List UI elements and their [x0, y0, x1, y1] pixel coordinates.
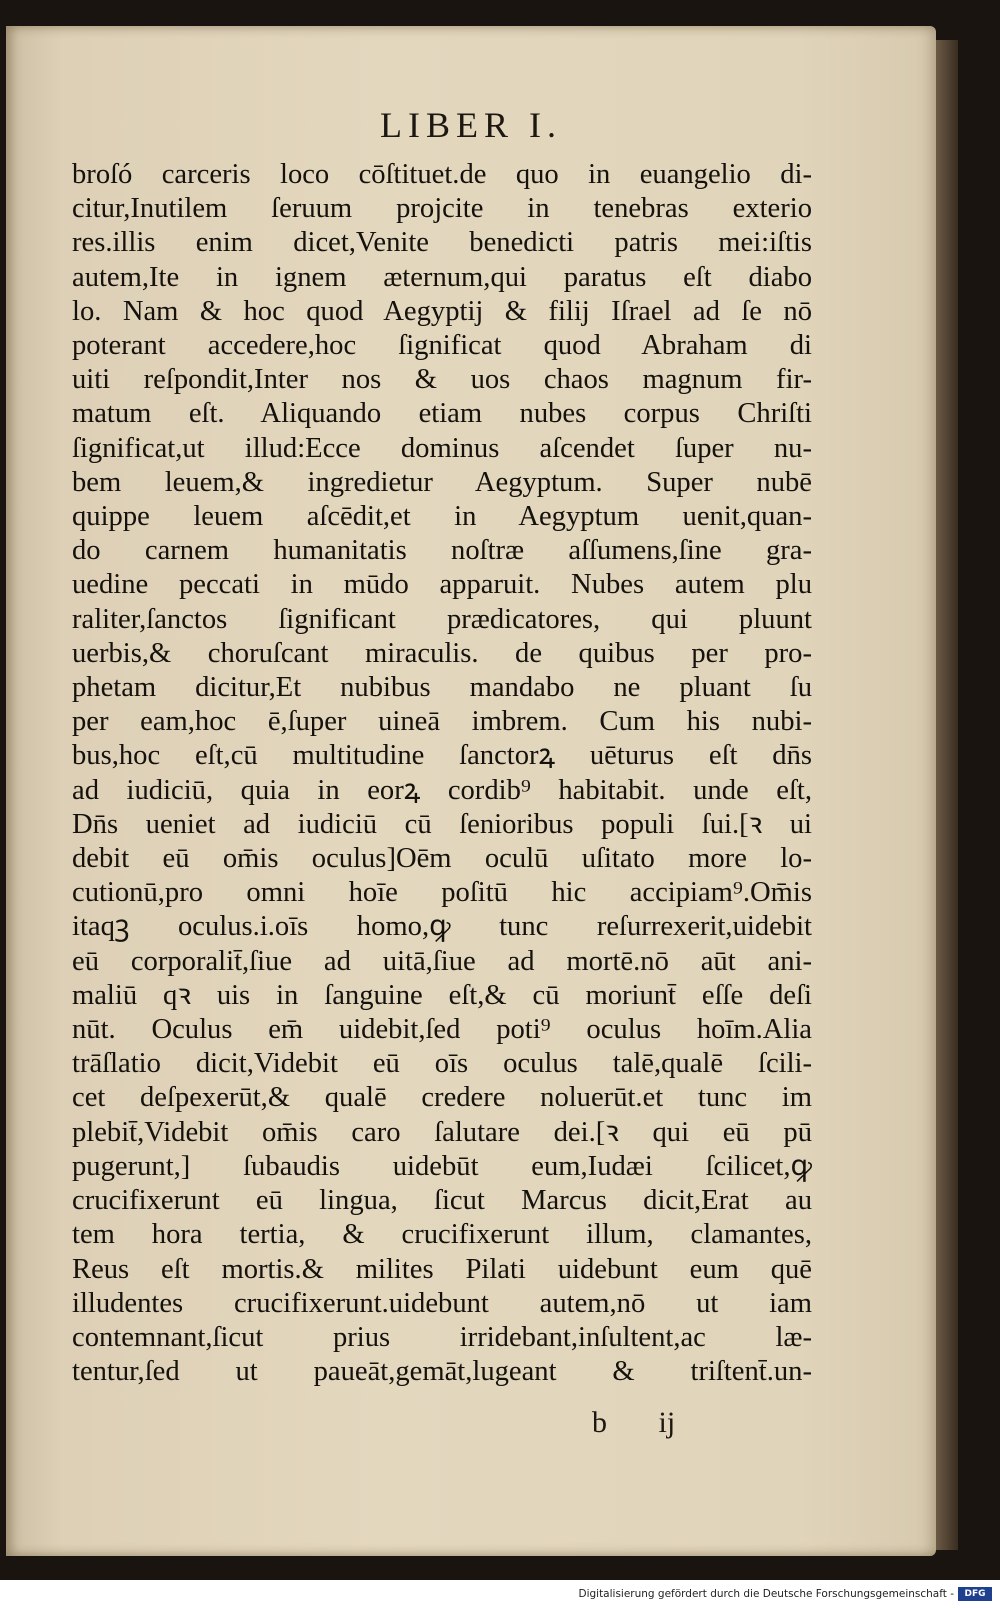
- text-block: [72, 158, 812, 1389]
- text-line: pugerunt,] ſubaudis uidebūt eum,Iudæi ſcilicet,ꝙ: [72, 1150, 812, 1182]
- text-line: ad iudiciū, quia in eorꝝ cordib⁹ habitabit. unde eſt,: [72, 774, 812, 806]
- text-line: uedine peccati in mūdo apparuit. Nubes autem plu: [72, 569, 812, 601]
- text-line: quippe leuem aſcēdit,et in Aegyptum uenit,quan-: [72, 501, 812, 533]
- text-line: phetam dicitur,Et nubibus mandabo ne pluant ſu: [72, 672, 812, 704]
- text-line: Reus eſt mortis.& milites Pilati uidebunt eum quē: [72, 1253, 812, 1285]
- text-line: contemnant,ſicut prius irridebant,inſultent,ac læ-: [72, 1321, 812, 1353]
- text-line: bem leuem,& ingredietur Aegyptum. Super nubē: [72, 466, 812, 498]
- book-page: [6, 26, 936, 1556]
- text-line: illudentes crucifixerunt.uidebunt autem,nō ut iam: [72, 1287, 812, 1319]
- text-line: bus,hoc eſt,cū multitudine ſanctorꝝ uēturus eſt dn̄s: [72, 740, 812, 772]
- text-line: per eam,hoc ē,ſuper uineā imbrem. Cum his nubi-: [72, 706, 812, 738]
- text-line: plebit̄,Videbit om̄is caro ſalutare dei.[ꝛ qui eū pū: [72, 1116, 812, 1148]
- text-line: raliter,ſanctos ſignificant prædicatores, qui pluunt: [72, 603, 812, 635]
- text-line: poterant accedere,hoc ſignificat quod Abraham di: [72, 330, 812, 362]
- text-line: res.illis enim dicet,Venite benedicti patris mei:iſtis: [72, 227, 812, 259]
- signature-mark: b ij: [592, 1406, 676, 1439]
- text-line: broſó carceris loco cōſtituet.de quo in euangelio di-: [72, 159, 812, 190]
- text-line: crucifixerunt eū lingua, ſicut Marcus dicit,Erat au: [72, 1185, 812, 1217]
- text-line: lo. Nam & hoc quod Aegyptij & filij Iſrael ad ſe nō: [72, 295, 812, 327]
- dfg-logo[interactable]: DFG: [958, 1587, 992, 1601]
- footer: [0, 1580, 1000, 1608]
- text-line: do carnem humanitatis noſtræ aſſumens,ſine gra-: [72, 535, 812, 567]
- text-line: maliū qꝛ uis in ſanguine eſt,& cū moriunt̄ eſſe deſi: [72, 979, 812, 1011]
- text-line: Dn̄s ueniet ad iudiciū cū ſenioribus populi ſui.[ꝛ ui: [72, 808, 812, 840]
- text-line: nūt. Oculus em̄ uidebit,ſed poti⁹ oculus hoīm.Alia: [72, 1014, 812, 1046]
- text-line: trāſlatio dicit,Videbit eū oīs oculus talē,qualē ſcili-: [72, 1048, 812, 1080]
- page-edge: [936, 40, 958, 1550]
- text-line: tentur,ſed ut paueāt,gemāt,lugeant & triſtent̄.un-: [72, 1356, 812, 1388]
- text-line: ſignificat,ut illud:Ecce dominus aſcendet ſuper nu-: [72, 432, 812, 464]
- text-line: cutionū,pro omni hoīe poſitū hic accipiam⁹.Om̄is: [72, 877, 812, 909]
- text-line: eū corporalit̄,ſiue ad uitā,ſiue ad mortē.nō aūt ani-: [72, 945, 812, 977]
- running-head: LIBER I.: [380, 105, 562, 145]
- text-line: debit eū om̄is oculus]Oēm oculū uſitato more lo-: [72, 843, 812, 875]
- text-line: citur,Inutilem ſeruum projcite in tenebras exterio: [72, 193, 812, 225]
- text-line: autem,Ite in ignem æternum,qui paratus eſt diabo: [72, 261, 812, 293]
- text-line: uerbis,& choruſcant miraculis. de quibus per pro-: [72, 637, 812, 669]
- footer-credit: Digitalisierung gefördert durch die Deutsche Forschungsgemeinschaft -: [578, 1588, 954, 1600]
- text-line: tem hora tertia, & crucifixerunt illum, clamantes,: [72, 1219, 812, 1251]
- text-line: itaqꝫ oculus.i.oīs homo,ꝙ tunc reſurrexerit,uidebit: [72, 911, 812, 943]
- text-line: cet deſpexerūt,& qualē credere noluerūt.et tunc im: [72, 1082, 812, 1114]
- text-line: uiti reſpondit,Inter nos & uos chaos magnum fir-: [72, 364, 812, 396]
- text-line: matum eſt. Aliquando etiam nubes corpus Chriſti: [72, 398, 812, 430]
